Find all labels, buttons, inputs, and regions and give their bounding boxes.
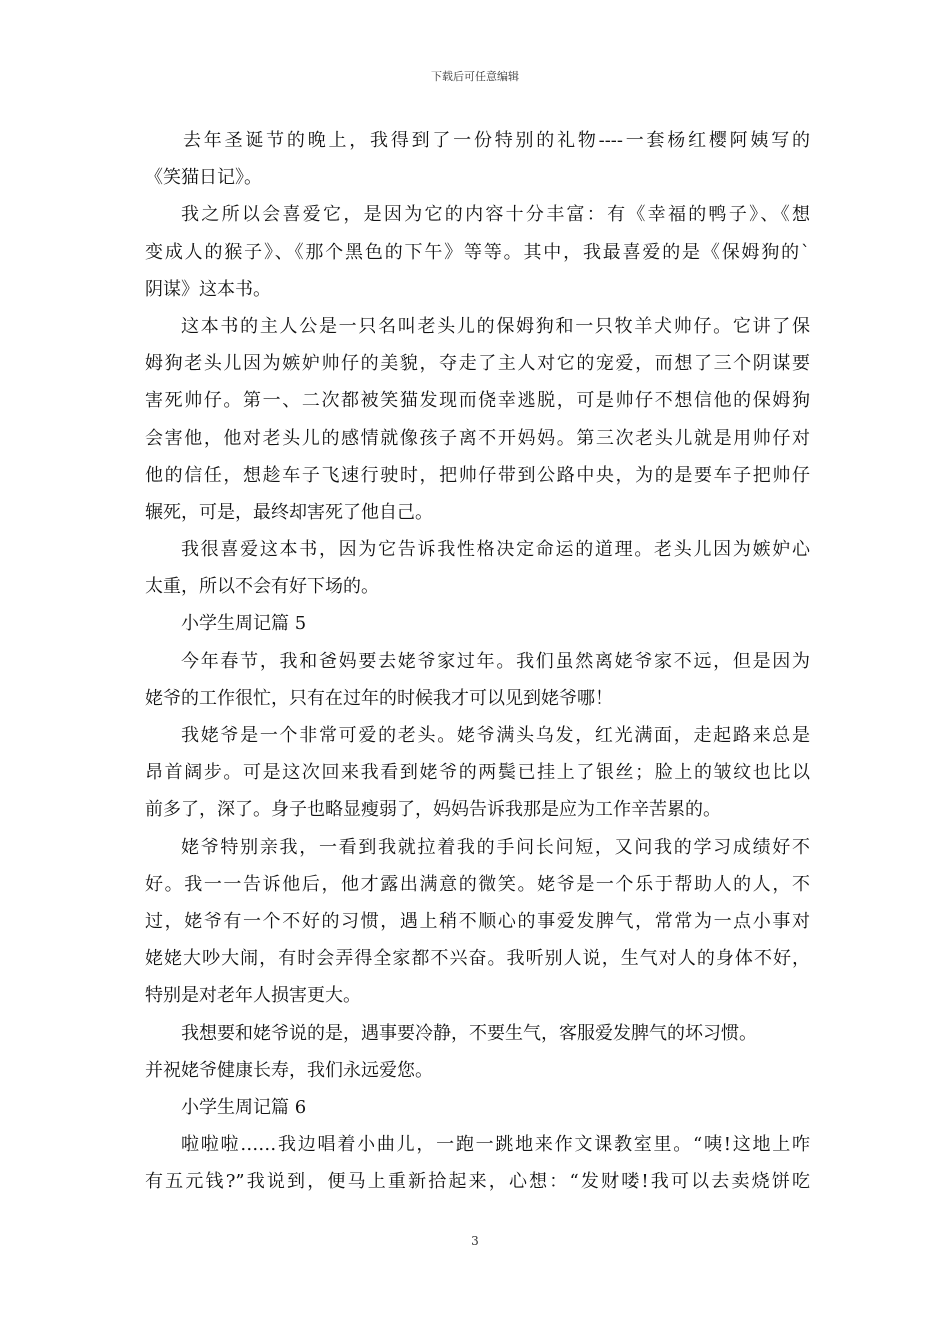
text-line: 我想要和姥爷说的是，遇事要冷静，不要生气，客服爱发脾气的坏习惯。 (181, 1022, 757, 1044)
text-line: 我很喜爱这本书，因为它告诉我性格决定命运的道理。老头儿因为嫉妒心 (181, 539, 810, 561)
text-line: 我姥爷是一个非常可爱的老头。姥爷满头乌发，红光满面，走起路来总是 (181, 725, 810, 746)
text-line: 前多了，深了。身子也略显瘦弱了，妈妈告诉我那是应为工作辛苦累的。 (145, 799, 721, 821)
text-line: 昂首阔步。可是这次回来我看到姥爷的两鬓已挂上了银丝；脸上的皱纹也比以 (145, 762, 810, 784)
page-number: 3 (471, 1234, 479, 1248)
text-line: 过，姥爷有一个不好的习惯，遇上稍不顺心的事爱发脾气，常常为一点小事对 (145, 910, 810, 932)
body-text (145, 122, 810, 1200)
text-line: 姥姥大吵大闹，有时会弄得全家都不兴奋。我听别人说，生气对人的身体不好， (145, 948, 810, 970)
text-line: 去年圣诞节的晚上，我得到了一份特别的礼物----一套杨红樱阿姨写的 (183, 130, 810, 151)
text-line: 小学生周记篇 5 (181, 613, 307, 635)
page-header: 下载后可任意编辑 (431, 70, 519, 83)
text-line: 好。我一一告诉他后，他才露出满意的微笑。姥爷是一个乐于帮助人的人，不 (145, 873, 810, 895)
text-line: 啦啦啦……我边唱着小曲儿，一跑一跳地来作文课教室里。“咦!这地上咋 (181, 1134, 810, 1156)
text-line: 小学生周记篇 6 (181, 1096, 307, 1118)
text-line: 阴谋》这本书。 (145, 278, 271, 300)
text-line: 姥爷特别亲我，一看到我就拉着我的手问长问短，又问我的学习成绩好不 (181, 836, 810, 858)
text-line: 辗死，可是，最终却害死了他自己。 (145, 501, 433, 523)
text-line: 特别是对老年人损害更大。 (145, 985, 361, 1007)
text-line: 他的信任，想趁车子飞速行驶时，把帅仔带到公路中央，为的是要车子把帅仔 (145, 464, 810, 486)
text-line: 变成人的猴子》、《那个黑色的下午》等等。其中，我最喜爱的是《保姆狗的` (145, 241, 810, 263)
text-line: 这本书的主人公是一只名叫老头儿的保姆狗和一只牧羊犬帅仔。它讲了保 (181, 315, 810, 337)
text-line: 会害他，他对老头儿的感情就像孩子离不开妈妈。第三次老头儿就是用帅仔对 (145, 427, 810, 449)
text-line: 姆狗老头儿因为嫉妒帅仔的美貌，夺走了主人对它的宠爱，而想了三个阴谋要 (145, 353, 810, 375)
text-line: 太重，所以不会有好下场的。 (145, 576, 379, 598)
text-line: 并祝姥爷健康长寿，我们永远爱您。 (145, 1059, 433, 1081)
text-line: 有五元钱?”我说到，便马上重新拾起来，心想：“发财喽!我可以去卖烧饼吃 (145, 1171, 810, 1193)
text-line: 今年春节，我和爸妈要去姥爷家过年。我们虽然离姥爷家不远，但是因为 (181, 650, 810, 672)
text-line: 姥爷的工作很忙，只有在过年的时候我才可以见到姥爷哪！ (145, 687, 613, 709)
text-line: 《笑猫日记》。 (145, 167, 262, 189)
text-line: 害死帅仔。第一、二次都被笑猫发现而侥幸逃脱，可是帅仔不想信他的保姆狗 (145, 390, 810, 412)
text-line: 我之所以会喜爱它，是因为它的内容十分丰富：有《幸福的鸭子》、《想 (181, 204, 810, 226)
